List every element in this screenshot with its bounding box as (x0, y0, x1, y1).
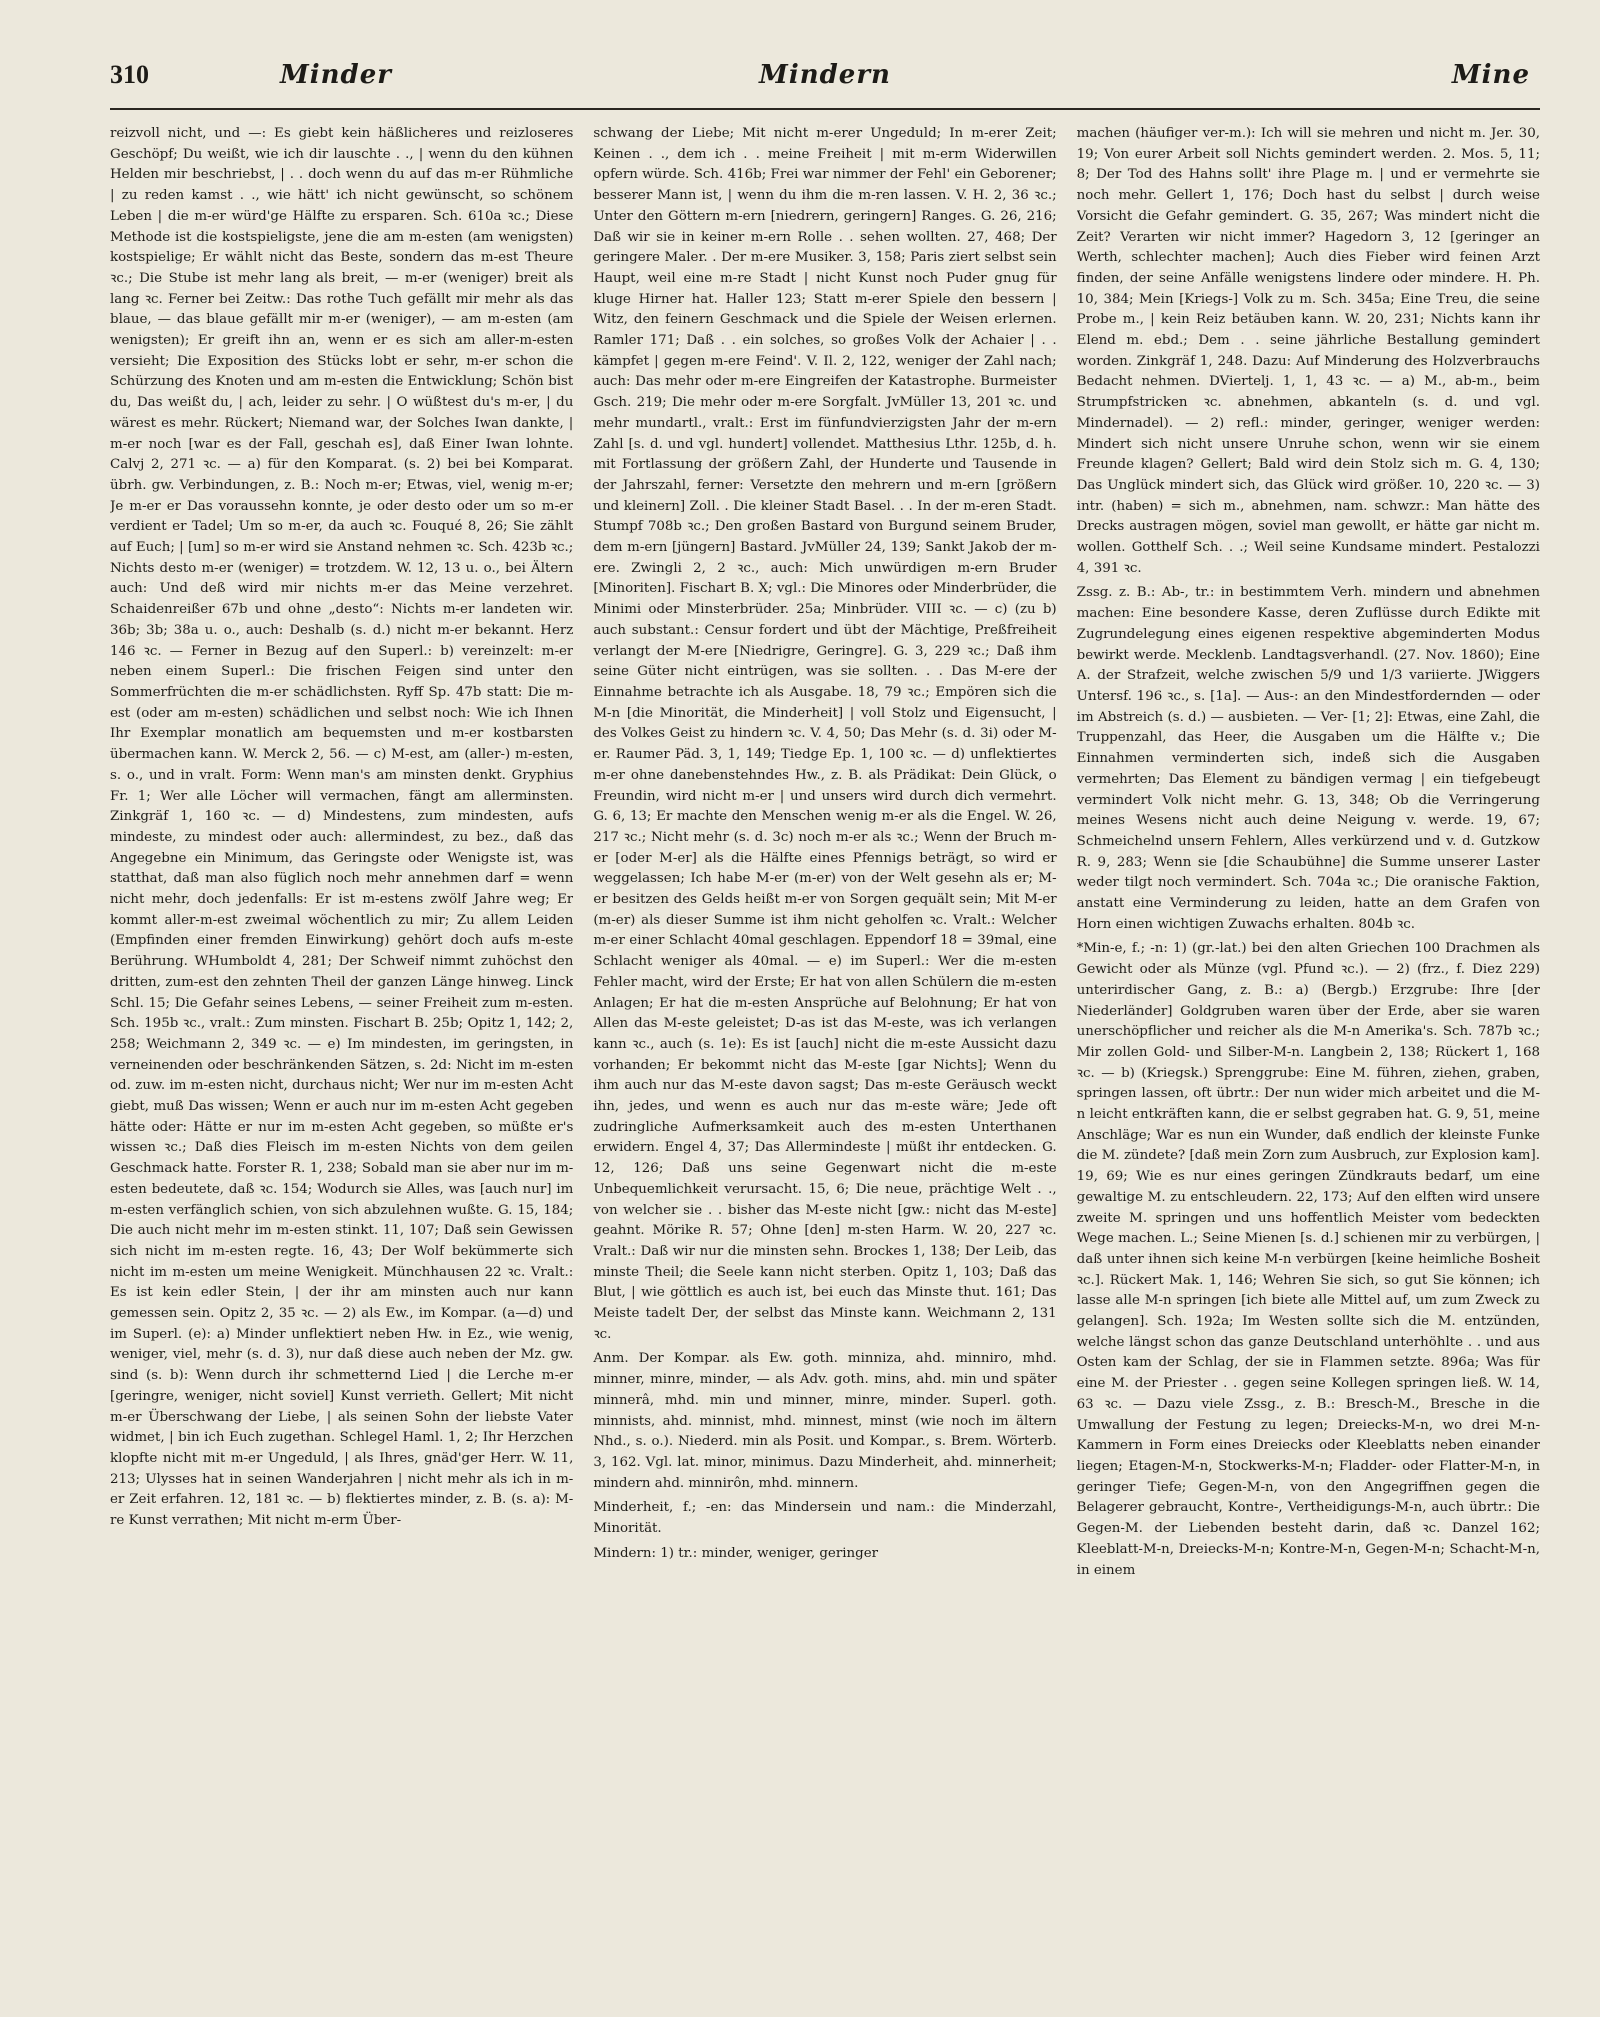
text-columns (110, 124, 1540, 1974)
entry-mindern: Mindern: 1) tr.: minder, weniger, geringer (593, 1545, 879, 1561)
etymology-note: Anm. Der Kompar. als Ew. goth. minniza, ahd. minniro, mhd. minner, minre, minder, — als Adv. goth. mins, ahd. min und später minnerâ, mhd. min und minner, minre, minder. Superl. goth. minnists, ahd. minnist, mhd. minnest, minst (wie noch im ältern Nhd., s. o.). Niederd. min als Posit. und Kompar., s. Brem. Wörterb. 3, 162. Vgl. lat. minor, minimus. Dazu Minderheit, ahd. minnerheit; mindern ahd. minnirôn, mhd. minnern. (593, 1351, 1057, 1491)
entry-paragraph: machen (häufiger ver-m.): Ich will sie mehren und nicht m. Jer. 30, 19; Von eurer Arbeit soll Nichts gemindert werden. 2. Mos. 5, 11; 8; Der Tod des Hahns sollt' ihre Plage m. | und er vermehrte sie noch mehr. Gellert 1, 176; Doch hast du selbst | durch weise Vorsicht die Gefahr gemindert. G. 35, 267; Was mindert nicht die Zeit? Verarten wir nicht immer? Hagedorn 3, 12 [geringer an Werth, schlechter machen]; Auch dies Fieber wird feinen Arzt finden, der seine Anfälle wenigstens lindere oder mindere. H. Ph. 10, 384; Mein [Kriegs-] Volk zu m. Sch. 345a; Eine Treu, die seine Probe m., | kein Reiz betäuben kann. W. 20, 231; Nichts kann ihr Elend m. ebd.; Dem . . seine jährliche Bestallung gemindert worden. Zinkgräf 1, 248. Dazu: Auf Minderung des Holzverbrauchs Bedacht nehmen. DViertelj. 1, 1, 43 ꝛc. — a) M., ab-m., beim Strumpfstricken ꝛc. abnehmen, abkanteln (s. d. und vgl. Mindernadel). — 2) refl.: minder, geringer, weniger werden: Mindert sich nicht unsere Unruhe schon, wenn wir sie einem Freunde klagen? Gellert; Bald wird dein Stolz sich m. G. 4, 130; Das Unglück mindert sich, das Glück wird größer. 10, 220 ꝛc. — 3) intr. (haben) = sich m., abnehmen, nam. schwzr.: Man hätte des Drecks austragen mögen, soviel man gewollt, er hätte gar nicht m. wollen. Gotthelf Sch. . .; Weil seine Kundsame mindert. Pestalozzi 4, 391 ꝛc. (1076, 126, 1540, 576)
header-left-word: Minder (280, 60, 392, 90)
entry-paragraph: reizvoll nicht, und —: Es giebt kein häßlicheres und reizloseres Geschöpf; Du weißt, wie ich dir lauschte . ., | wenn du den kühnen Helden mir beschriebst, | . . doch wenn du auf das m-er Rühmliche | zu reden kamst . ., wie hätt' ich nicht gewünscht, so schönem Leben | die m-er würd'ge Hälfte zu ersparen. Sch. 610a ꝛc.; Diese Methode ist die kostspieligste, jene die am m-esten (am wenigsten) kostspielige; Er wählt nicht das Beste, sondern das m-est Theure ꝛc.; Die Stube ist mehr lang als breit, — m-er (weniger) breit als lang ꝛc. Ferner bei Zeitw.: Das rothe Tuch gefällt mir mehr als das blaue, — das blaue gefällt mir m-er (weniger), — am m-esten (am wenigsten); Er greift ihn an, wenn er es sich am aller-m-esten versieht; Die Exposition des Stücks lobt er sehr, m-er schon die Schürzung des Knoten und am m-esten die Entwicklung; Schön bist du, Das weißt du, | ach, leider zu sehr. | O wüßtest du's m-er, | du wärest es mehr. Rückert; Niemand war, der Solches Iwan dankte, | m-er noch [war es der Fall, geschah es], daß Einer Iwan lohnte. Calvj 2, 271 ꝛc. — a) für den Komparat. (s. 2) bei bei Komparat. übrh. gw. Verbindungen, z. B.: Noch m-er; Etwas, viel, wenig m-er; Je m-er er Das voraussehn konnte, je oder desto oder um so m-er verdient er Tadel; Um so m-er, da auch ꝛc. Fouqué 8, 26; Sie zählt auf Euch; | [um] so m-er wird sie Anstand nehmen ꝛc. Sch. 423b ꝛc.; Nichts desto m-er (weniger) = trotzdem. W. 12, 13 u. o., bei Ältern auch: Und deß wird mir nichts m-er das Meine verzehret. Schaidenreißer 67b und ohne „desto“: Nichts m-er landeten wir. 36b; 3b; 38a u. o., auch: Deshalb (s. d.) nicht m-er bekannt. Herz 146 ꝛc. — Ferner in Bezug auf den Superl.: b) vereinzelt: m-er neben einem Superl.: Die frischen Feigen sind unter den Sommerfrüchten die m-er schädlichsten. Ryff Sp. 47b statt: Die m-est (oder am m-esten) schädlichen und selbst noch: Wie ich Ihnen Ihr Exemplar monatlich am bequemsten und m-er kostbarsten übermachen kann. W. Merck 2, 56. — c) M-est, am (aller-) m-esten, s. o., und in vralt. Form: Wenn man's am minsten denkt. Gryphius Fr. 1; Wer alle Löcher will vermachen, fängt am allerminsten. Zinkgräf 1, 160 ꝛc. — d) Mindestens, zum mindesten, aufs mindeste, zu mindest oder auch: allermindest, zu bez., daß das Angegebne ein Minimum, das Geringste oder Wenigste ist, was statthat, daß man also füglich noch mehr annehmen darf = wenn nicht mehr, doch jedenfalls: Er ist m-estens zwölf Jahre weg; Er kommt aller-m-est zweimal wöchentlich zu mir; Zu allem Leiden (Empfinden einer fremden Einwirkung) gehört doch aufs m-este Berührung. WHumboldt 4, 281; Der Schweif nimmt zuhöchst den dritten, zum-est den zehnten Theil der ganzen Länge hinweg. Linck Schl. 15; Die Gefahr seines Lebens, — seiner Freiheit zum m-esten. Sch. 195b ꝛc., vralt.: Zum minsten. Fischart B. 25b; Opitz 1, 142; 2, 258; Weichmann 2, 349 ꝛc. — e) Im mindesten, im geringsten, in verneinenden oder beschränkenden Sätzen, s. 2d: Nicht im m-esten od. zuw. im m-esten nicht, durchaus nicht; Wer nur im m-esten Acht giebt, muß Das wissen; Wenn er auch nur im m-esten Acht gegeben hätte oder: Hätte er nur im m-esten Acht gegeben, so müßte er's wissen ꝛc.; Daß dies Fleisch im m-esten Nichts von dem geilen Geschmack hatte. Forster R. 1, 238; Sobald man sie aber nur im m-esten bedeutete, daß ꝛc. 154; Wodurch sie Alles, was [auch nur] im m-esten verfänglich schien, von sich abzulehnen wußte. G. 15, 184; Die auch nicht mehr im m-esten stinkt. 11, 107; Daß sein Gewissen sich nicht im m-esten regte. 16, 43; Der Wolf bekümmerte sich nicht im m-esten um meine Wenigkeit. Münchhausen 22 ꝛc. Vralt.: Es ist kein edler Stein, | der ihr am minsten auch nur kann gemessen sein. Opitz 2, 35 ꝛc. — 2) als Ew., im Kompar. (a—d) und im Superl. (e): a) Minder unflektiert neben Hw. in Ez., wie wenig, weniger, viel, mehr (s. d. 3), nur daß diese auch neben der Mz. gw. sind (s. b): Wenn durch ihr schmetternd Lied | die Lerche m-er [geringre, weniger, nicht soviel] Kunst verrieth. Gellert; Mit nicht m-er Überschwang der Liebe, | als seinen Sohn der liebste Vater widmet, | bin ich Euch zugethan. Schlegel Haml. 1, 2; Ihr Herzchen klopfte nicht mit m-er Ungeduld, | als Ihres, gnäd'ger Herr. W. 11, 213; Ulysses hat in seinen Wanderjahren | nicht mehr als ich in m-er Zeit erfahren. 12, 181 ꝛc. — b) flektiertes minder, z. B. (s. a): M-re Kunst verrathen; Mit nicht m-erm Über- (110, 126, 574, 1529)
entry-minderheit: Minderheit, f.; -en: das Mindersein und nam.: die Minderzahl, Minorität. (593, 1500, 1057, 1537)
page-number: 310 (110, 60, 149, 89)
header-right-word: Mine (1451, 60, 1530, 90)
header-center-word: Mindern (759, 60, 891, 90)
column-right (1077, 124, 1540, 1974)
column-middle (593, 124, 1056, 1974)
page-header (110, 48, 1540, 110)
entry-mine: *Min-e, f.; -n: 1) (gr.-lat.) bei den alten Griechen 100 Drachmen als Gewicht oder als Münze (vgl. Pfund ꝛc.). — 2) (frz., f. Diez 229) unterirdischer Gang, z. B.: a) (Bergb.) Erzgrube: Ihre [der Niederländer] Goldgruben waren über der Erde, aber sie waren unerschöpflicher und reicher als die M-n Amerika's. Sch. 787b ꝛc.; Mir zollen Gold- und Silber-M-n. Langbein 2, 138; Rückert 1, 168 ꝛc. — b) (Kriegsk.) Sprenggrube: Eine M. führen, ziehen, graben, springen lassen, oft übrtr.: Der nun wider mich arbeitet und die M-n leicht entkräften kann, die er selbst gegraben hat. G. 9, 51, meine Anschläge; War es nun ein Wunder, daß endlich der kleinste Funke die M. zündete? [daß mein Zorn zum Ausbruch, zur Explosion kam]. 19, 69; Wie es nur eines geringen Zündkrauts bedarf, um eine gewaltige M. zu entschleudern. 22, 173; Auf den elften wird unsere zweite M. springen und uns hoffentlich Meister vom bedeckten Wege machen. L.; Seine Mienen [s. d.] schienen mir zu verbürgen, | daß unter ihnen sich keine M-n verbürgen [keine heimliche Bosheit ꝛc.]. Rückert Mak. 1, 146; Wehren Sie sich, so gut Sie können; ich lasse alle M-n springen [ich biete alle Mittel auf, um zum Zweck zu gelangen]. Sch. 192a; Im Westen sollte sich die M. entzünden, welche längst schon das ganze Deutschland unterhöhlte . . und aus Osten kam der Schlag, der sie in Flammen setzte. 896a; Was für eine M. der Priester . . gegen seine Kollegen springen ließ. W. 14, 63 ꝛc. — Dazu viele Zssg., z. B.: Bresch-M., Bresche in die Umwallung der Festung zu legen; Dreiecks-M-n, wo drei M-n-Kammern in Form eines Dreiecks oder Kleeblatts neben einander liegen; Etagen-M-n, Stockwerks-M-n; Fladder- oder Flatter-M-n, in geringer Tiefe; Gegen-M-n, von den Angegriffnen gegen die Belagerer gebraucht, Kontre-, Vertheidigungs-M-n, auch übrtr.: Die Gegen-M. der Liebenden besteht darin, daß ꝛc. Danzel 162; Kleeblatt-M-n, Dreiecks-M-n; Kontre-M-n, Gegen-M-n; Schacht-M-n, in einem (1076, 941, 1540, 1578)
entry-paragraph: schwang der Liebe; Mit nicht m-erer Ungeduld; In m-erer Zeit; Keinen . ., dem ich . . meine Freiheit | mit m-erm Widerwillen opfern würde. Sch. 416b; Frei war nimmer der Fehl' ein Geborener; besserer Mann ist, | wenn du ihm die m-ren lassen. V. H. 2, 36 ꝛc.; Unter den Göttern m-ern [niedrern, geringern] Ranges. G. 26, 216; Daß wir sie in keiner m-ern Rolle . . sehen wollten. 27, 468; Der geringere Maler. . Der m-ere Musiker. 3, 158; Paris ziert selbst sein Haupt, weil eine m-re Stadt | nicht Kunst noch Puder gnug für kluge Hirner hat. Haller 123; Statt m-erer Spiele den bessern | Witz, den feinern Geschmack und die Spiele der Weisen erlernen. Ramler 171; Daß . . ein solches, so großes Volk der Achaier | . . kämpfet | gegen m-ere Feind'. V. Il. 2, 122, weniger der Zahl nach; auch: Das mehr oder m-ere Eingreifen der Katastrophe. Burmeister Gsch. 219; Die mehr oder m-ere Sorgfalt. JvMüller 13, 201 ꝛc. und mehr mundartl., vralt.: Erst im fünfundvierzigsten Jahr der m-ern Zahl [s. d. und vgl. hundert] vollendet. Matthesius Lthr. 125b, d. h. mit Fortlassung der größern Zahl, der Hunderte und Tausende in der Jahrszahl, ferner: Versetzte den mehrern und m-ern [größern und kleinern] Zoll. . Die kleiner Stadt Basel. . . In der m-eren Stadt. Stumpf 708b ꝛc.; Den großen Bastard von Burgund seinem Bruder, dem m-ern [jüngern] Bastard. JvMüller 24, 139; Sankt Jakob der m-ere. Zwingli 2, 2 ꝛc., auch: Mich unwürdigen m-ern Bruder [Minoriten]. Fischart B. X; vgl.: Die Minores oder Minderbrüder, die Minimi oder Minsterbrüder. 25a; Minbrüder. VIII ꝛc. — c) (zu b) auch substant.: Censur fordert und übt der Mächtige, Preßfreiheit verlangt der M-ere [Niedrigre, Geringre]. G. 3, 229 ꝛc.; Daß ihm seine Güter nicht eintrügen, was sie sollten. . . Das M-ere der Einnahme betrachte ich als Ausgabe. 18, 79 ꝛc.; Empören sich die M-n [die Minorität, die Minderheit] | voll Stolz und Eigensucht, | des Volkes Geist zu hindern ꝛc. V. 4, 50; Das Mehr (s. d. 3i) oder M-er. Raumer Päd. 3, 1, 149; Tiedge Ep. 1, 100 ꝛc. — d) unflektiertes m-er ohne danebenstehndes Hw., z. B. als Prädikat: Dein Glück, o Freundin, wird nicht m-er | und unsers wird durch dich vermehrt. G. 6, 13; Er machte den Menschen wenig m-er als die Engel. W. 26, 217 ꝛc.; Nicht mehr (s. d. 3c) noch m-er als ꝛc.; Wenn der Bruch m-er [oder M-er] als die Hälfte eines Pfennigs beträgt, so wird er weggelassen; Ich habe M-er (m-er) von der Welt gesehn als er; M-er besitzen des Gelds heißt m-er von Sorgen gequält sein; Mit M-er (m-er) als dieser Summe ist ihm nicht geholfen ꝛc. Vralt.: Welcher m-er einer Schlacht 40mal geschlagen. Eppendorf 18 = 39mal, eine Schlacht weniger als 40mal. — e) im Superl.: Wer die m-esten Fehler macht, wird der Erste; Er hat von allen Schülern die m-esten Anlagen; Er hat die m-esten Ansprüche auf Belohnung; Er hat von Allen das M-este geleistet; D-as ist das M-este, was ich verlangen kann ꝛc., auch (s. 1e): Es ist [auch] nicht die m-este Aussicht dazu vorhanden; Er bekommt nicht das M-este [gar Nichts]; Wenn du ihm auch nur das M-este davon sagst; Das m-este Geräusch weckt ihn, jedes, und wenn es auch nur das m-este wäre; Jede oft zudringliche Aufmerksamkeit auch des m-esten Unterthanen erwidern. Engel 4, 37; Das Allermindeste | müßt ihr entdecken. G. 12, 126; Daß uns seine Gegenwart nicht die m-este Unbequemlichkeit verursacht. 15, 6; Die neue, prächtige Welt . ., von welcher sie . . bisher das M-este nicht [gw.: nicht das M-este] geahnt. Mörike R. 57; Ohne [den] m-sten Harm. W. 20, 227 ꝛc. Vralt.: Daß wir nur die minsten sehn. Brockes 1, 138; Der Leib, das minste Theil; die Seele kann nicht sterben. Opitz 1, 103; Daß das Blut, | wie göttlich es auch ist, bei euch das Minste thut. 161; Das Meiste tadelt Der, der selbst das Minste kann. Weichmann 2, 131 ꝛc. (593, 126, 1057, 1342)
entry-compounds: Zssg. z. B.: Ab-, tr.: in bestimmtem Verh. mindern und abnehmen machen: Eine besondere Kasse, deren Zuflüsse durch Edikte mit Zugrundelegung eines eigenen respektive abgeminderten Modus bewirkt werde. Mecklenb. Landtagsverhandl. (27. Nov. 1860); Eine A. der Strafzeit, welche zwischen 5/9 und 1/3 variierte. JWiggers Untersf. 196 ꝛc., s. [1a]. — Aus-: an den Mindestfordernden — oder im Abstreich (s. d.) — ausbieten. — Ver- [1; 2]: Etwas, eine Zahl, die Truppenzahl, das Heer, die Ausgaben um die Hälfte v.; Die Einnahmen verminderten sich, indeß sich die Ausgaben vermehrten; Das Element zu bändigen vermag | ein tiefgebeugt vermindert Volk nicht mehr. G. 13, 348; Ob die Verringerung meines Wesens nicht auch deine Neigung v. werde. 19, 67; Schmeichelnd unsern Fehlern, Alles verkürzend und v. d. Gutzkow R. 9, 283; Wenn sie [die Schaubühne] die Summe unserer Laster weder tilgt noch vermindert. Sch. 704a ꝛc.; Die oranische Faktion, anstatt eine Verminderung zu leiden, hatte an dem Grafen von Horn einen wichtigen Zuwachs erhalten. 804b ꝛc. (1076, 585, 1540, 932)
column-left (110, 124, 573, 1974)
